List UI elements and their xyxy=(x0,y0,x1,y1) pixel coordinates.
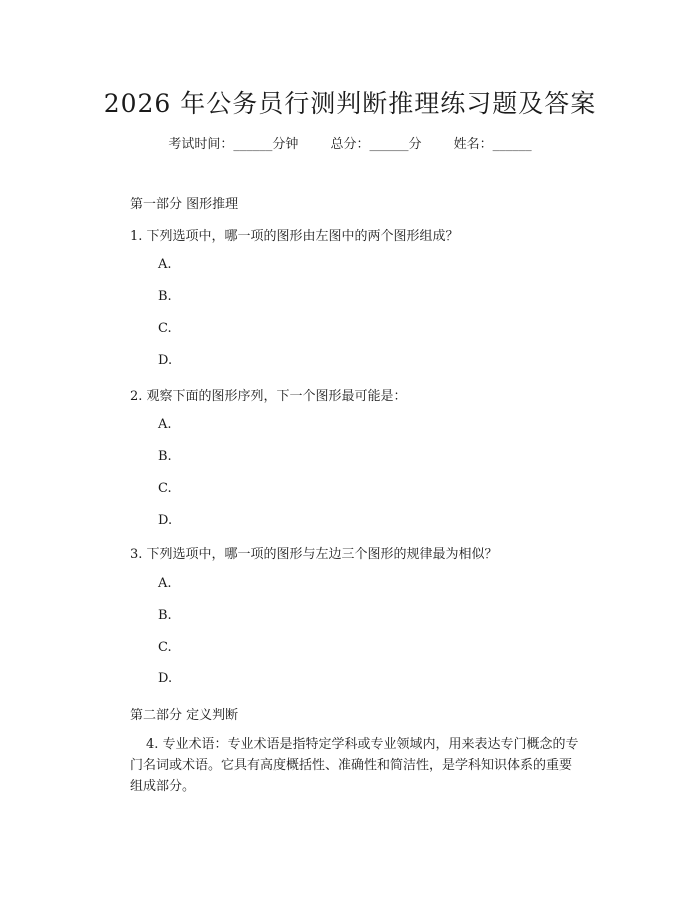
definition-paragraph: 4. 专业术语：专业术语是指特定学科或专业领域内，用来表达专门概念的专门名词或术语。它具有高度概括性、准确性和简洁性，是学科知识体系的重要组成部分。 xyxy=(130,737,579,794)
question-text: 2. 观察下面的图形序列，下一个图形最可能是： xyxy=(130,389,407,404)
option-label: A. xyxy=(158,257,172,272)
option-label: A. xyxy=(158,576,172,591)
section-heading: 第二部分 定义判断 xyxy=(130,708,239,723)
student-name: 姓名：______ xyxy=(453,137,532,152)
question-text: 3. 下列选项中，哪一项的图形与左边三个图形的规律最为相似？ xyxy=(130,547,498,562)
option-label: D. xyxy=(158,513,173,528)
option-label: D. xyxy=(158,671,173,686)
option-label: D. xyxy=(158,353,173,368)
option-label: C. xyxy=(158,640,172,655)
option-label: B. xyxy=(158,608,172,623)
total-score: 总分：______分 xyxy=(330,137,422,152)
exam-meta xyxy=(0,133,700,152)
exam-time: 考试时间：______分钟 xyxy=(168,137,299,152)
option-label: B. xyxy=(158,449,172,464)
option-label: B. xyxy=(158,289,172,304)
section-heading: 第一部分 图形推理 xyxy=(130,197,239,212)
page-title: 2026 年公务员行测判断推理练习题及答案 xyxy=(103,89,597,118)
option-label: C. xyxy=(158,481,172,496)
option-label: C. xyxy=(158,321,172,336)
option-label: A. xyxy=(158,417,172,432)
question-text: 1. 下列选项中，哪一项的图形由左图中的两个图形组成？ xyxy=(130,229,459,244)
